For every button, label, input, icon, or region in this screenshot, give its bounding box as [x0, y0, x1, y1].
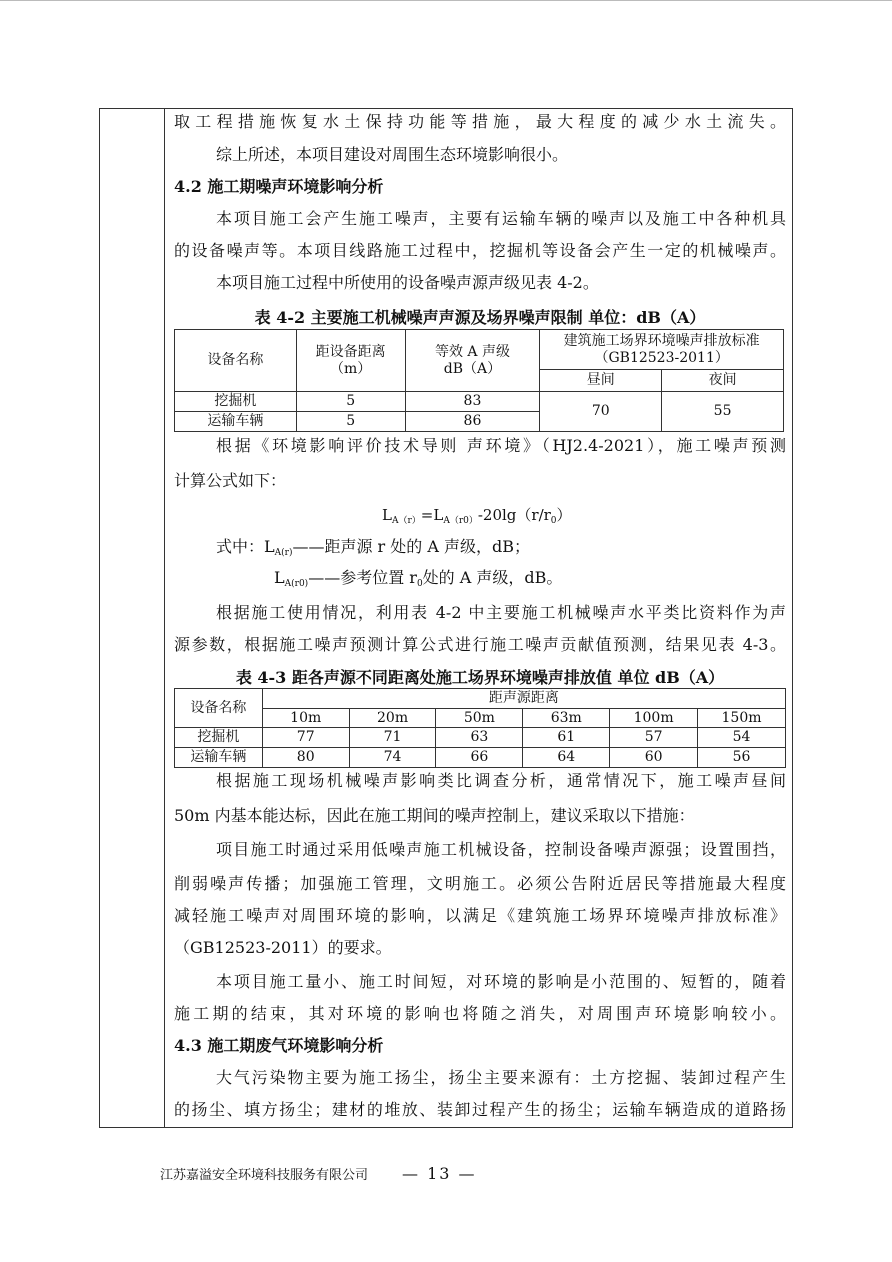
- paragraph-line: 的设备噪声等。本项目线路施工过程中，挖掘机等设备会产生一定的机械噪声。: [174, 241, 786, 260]
- table-4-2-caption: 表 4-2 主要施工机械噪声声源及场界噪声限制 单位：dB（A）: [254, 308, 706, 327]
- table-header-cell: 夜间: [662, 370, 784, 392]
- table-header-cell: 距设备距离 （m）: [296, 330, 405, 392]
- table-header-cell: 10m: [262, 709, 349, 728]
- paragraph-line: 50m 内基本能达标，因此在施工期间的噪声控制上，建议采取以下措施：: [174, 806, 695, 825]
- table-4-2: [174, 329, 784, 432]
- table-header-cell: 昼间: [540, 370, 662, 392]
- paragraph-line: 削弱噪声传播；加强施工管理，文明施工。必须公告附近居民等措施最大程度: [174, 874, 786, 893]
- table-cell-day-limit: 70: [540, 392, 662, 432]
- table-header-cell: 100m: [610, 709, 698, 728]
- paragraph-line: 减轻施工噪声对周围环境的影响，以满足《建筑施工场界环境噪声排放标准》: [174, 906, 786, 925]
- formula-definition: 式中：$L_{A(r)}——$距声源 r 处的 A 声级，dB；: [216, 537, 531, 558]
- paragraph-line: 源参数，根据施工噪声预测计算公式进行施工噪声贡献值预测，结果见表 4-3。: [174, 635, 786, 654]
- table-header-cell: 建筑施工场界环境噪声排放标准 （GB12523-2011）: [540, 330, 784, 370]
- paragraph-line: 本项目施工会产生施工噪声，主要有运输车辆的噪声以及施工中各种机具: [216, 209, 786, 228]
- table-row: 挖掘机 77 71 63 61 57 54: [175, 728, 786, 748]
- paragraph-line: 大气污染物主要为施工扬尘，扬尘主要来源有：土方挖掘、装卸过程产生: [216, 1068, 786, 1087]
- table-cell-night-limit: 55: [662, 392, 784, 432]
- table-row: 运输车辆 5 86: [175, 412, 784, 432]
- top-rule: [0, 0, 892, 1]
- table-header-cell: 63m: [523, 709, 610, 728]
- noise-formula: $L_{A(r)}=L_{A(r0)}-20\lg(r/r_0)$: [382, 506, 572, 526]
- table-row: 挖掘机 5 83 70 55: [175, 392, 784, 412]
- section-heading-4-2: 4.2 施工期噪声环境影响分析: [174, 177, 384, 196]
- paragraph-line: 根据《环境影响评价技术导则 声环境》（HJ2.4-2021），施工噪声预测: [216, 436, 786, 455]
- document-body: [174, 108, 786, 1126]
- table-header-cell: 50m: [436, 709, 523, 728]
- paragraph-line: 根据施工现场机械噪声影响类比调查分析，通常情况下，施工噪声昼间: [216, 771, 786, 790]
- paragraph-line: 取工程措施恢复水土保持功能等措施，最大程度的减少水土流失。: [174, 112, 786, 131]
- formula-definition: $L_{A(r0)}——$参考位置 $r_0$处的 A 声级，dB。: [274, 568, 563, 589]
- paragraph-line: 项目施工时通过采用低噪声施工机械设备，控制设备噪声源强；设置围挡，: [216, 840, 786, 859]
- table-4-3-caption: 表 4-3 距各声源不同距离处施工场界环境噪声排放值 单位 dB（A）: [235, 668, 725, 687]
- table-header-cell: 设备名称: [175, 689, 263, 728]
- paragraph-line: 根据施工使用情况，利用表 4-2 中主要施工机械噪声水平类比资料作为声: [216, 603, 786, 622]
- paragraph-line: （GB12523-2011）的要求。: [174, 938, 392, 957]
- table-row: 运输车辆 80 74 66 64 60 56: [175, 748, 786, 768]
- table-4-3: [174, 688, 786, 768]
- footer-page-number: — 13 —: [402, 1164, 477, 1183]
- paragraph-line: 施工期的结束，其对环境的影响也将随之消失，对周围声环境影响较小。: [174, 1004, 786, 1023]
- frame-column-divider: [164, 108, 165, 1128]
- paragraph-line: 的扬尘、填方扬尘；建材的堆放、装卸过程产生的扬尘；运输车辆造成的道路扬: [174, 1100, 786, 1119]
- table-header-cell: 150m: [698, 709, 786, 728]
- table-header-cell: 设备名称: [175, 330, 297, 392]
- paragraph-line: 本项目施工过程中所使用的设备噪声源声级见表 4-2。: [216, 273, 599, 292]
- paragraph-line: 计算公式如下：: [174, 471, 287, 490]
- section-heading-4-3: 4.3 施工期废气环境影响分析: [174, 1036, 384, 1055]
- footer-company: 江苏嘉溢安全环境科技服务有限公司: [160, 1168, 369, 1183]
- table-header-cell: 距声源距离: [262, 689, 785, 709]
- table-header-cell: 20m: [349, 709, 436, 728]
- table-header-cell: 等效 A 声级 dB（A）: [405, 330, 540, 392]
- paragraph-line: 本项目施工量小、施工时间短，对环境的影响是小范围的、短暂的，随着: [216, 972, 786, 991]
- paragraph-line: 综上所述，本项目建设对周围生态环境影响很小。: [216, 145, 569, 164]
